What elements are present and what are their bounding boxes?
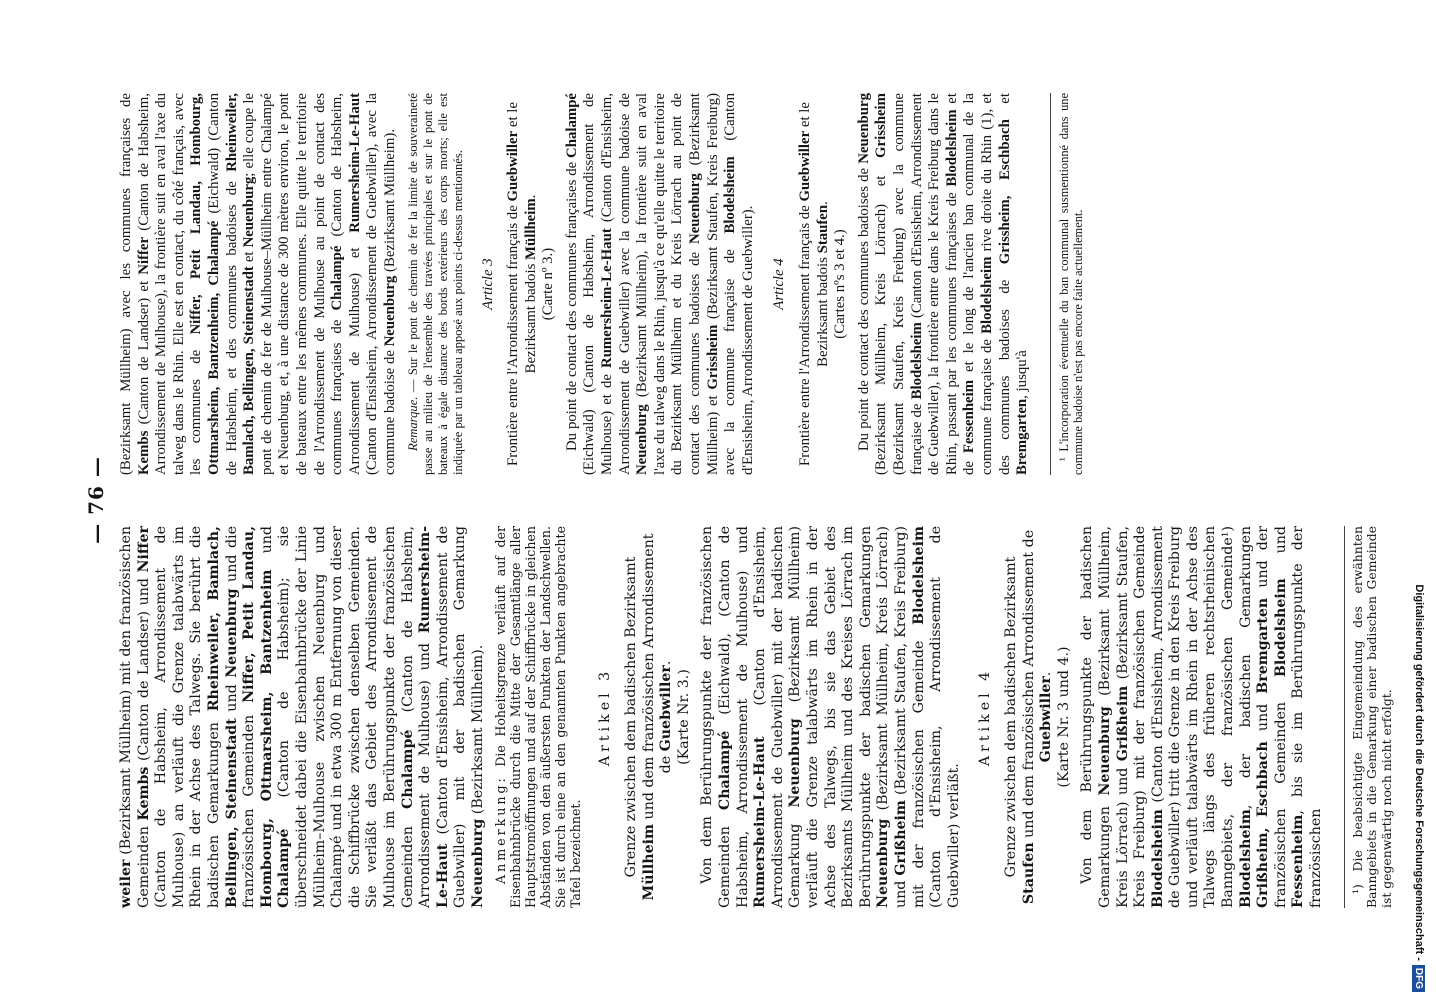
dfg-credit bbox=[1402, 8, 1436, 992]
place-name: Neuenburg bbox=[223, 588, 240, 678]
text: (Bezirksamt Müllheim) verläuft die Grenze talabwärts im Rhein in der Achse des Talwegs, bis sie das Gebiet des Bezirksamts Müllheim und des Kreises Lörrach im Berührungspunkte der badischen Gemarkungen bbox=[787, 526, 874, 908]
text: ; elle coupe le pont de chemin de fer de Mulhouse–Müllheim entre Chalampé et Neuenburg, et, à une distance de 300 mètres environ, le pont de bateaux entre les mêmes communes. Elle quitte le territoire de l'Arrondissement de Mulhouse au point de contact des communes françaises de bbox=[241, 93, 346, 475]
place-name: Rumersheim-Le-Haut bbox=[417, 526, 451, 908]
place-name: Chalampé bbox=[276, 828, 293, 908]
text: Von dem Berührungspunkte der badischen Gemarkungen bbox=[1079, 526, 1113, 908]
text: — Sur le pont de chemin de fer la limite de souveraineté passe au milieu de l'ensemble des travées principales et sur le pont de bateaux à égale distance des bords extérieurs des corps morts; elle est indiquée par un tableau apposé aux points ci-dessus mentionnés. bbox=[405, 93, 465, 475]
text: (Eichwald) (Canton de Habsheim, Arrondissement de Mulhouse) et de bbox=[581, 93, 616, 475]
place-name: Grißheim bbox=[892, 800, 909, 876]
text: (Bezirksamt Staufen, Kreis Freiburg) avec la commune française de bbox=[704, 93, 739, 475]
dfg-credit-text-wrap bbox=[1402, 8, 1436, 992]
french-text-column bbox=[118, 93, 1298, 475]
text: und der französischen Gemeinden bbox=[1255, 526, 1289, 908]
text: und bbox=[258, 526, 275, 570]
place-name: Neuenburg bbox=[381, 275, 398, 347]
german-article-3-body bbox=[699, 526, 963, 908]
place-name: Müllheim bbox=[522, 198, 539, 260]
place-name: Grißheim, Eschbach bbox=[1255, 741, 1272, 908]
text: (Canton d'Ensisheim, Arrondissement de Guebwiller) tritt die Grenze in den Kreis Freiburg und verläuft talabwärts im Rhein in der Achse des Talwegs längs des früheren rechtsrheinischen Banngebiets, der französischen Gemeinde¹) bbox=[1149, 526, 1237, 908]
text: und die französischen Gemeinden bbox=[223, 526, 258, 908]
text: Frontière entre l'Arrondissement français de bbox=[797, 201, 813, 466]
place-name: Kembs bbox=[135, 766, 152, 821]
text: (Bezirksamt Müllheim) avec les communes françaises de bbox=[118, 93, 134, 475]
german-paragraph-art2-end bbox=[118, 526, 487, 908]
place-name: Blodelsheim bbox=[908, 322, 925, 400]
text: (Canton d'Ensisheim, Arrondissement de Guebwiller) mit der badischen Gemarkung bbox=[434, 526, 469, 908]
place-name: Neuenburg bbox=[1096, 706, 1113, 796]
page-number: — 76 — bbox=[84, 456, 108, 544]
place-name: Neuenburg bbox=[855, 93, 872, 164]
french-article-4-body bbox=[856, 93, 1032, 475]
text: et bbox=[996, 93, 1013, 120]
text: et le Bezirksamt badois bbox=[797, 102, 831, 367]
place-name: Niffer bbox=[135, 236, 152, 275]
text: . bbox=[658, 660, 675, 666]
place-name: Kembs bbox=[135, 430, 152, 475]
place-name: Staufen bbox=[1020, 842, 1037, 905]
place-name: Grissheim bbox=[704, 324, 721, 390]
text: (Eichwald), (Canton de Habsheim, Arrondissement de Mulhouse) und bbox=[717, 526, 751, 908]
place-name: Fessenheim bbox=[961, 379, 978, 454]
text: (Canton de Landser) und bbox=[135, 572, 152, 767]
place-name: Blodelsheim bbox=[943, 109, 960, 187]
place-name: Neuenburg bbox=[634, 404, 651, 475]
place-name: weiler bbox=[118, 859, 134, 908]
text: Grenze zwischen dem badischen Bezirksamt bbox=[1002, 556, 1019, 878]
text: (Bezirksamt Müllheim, Kreis Lörrach) und bbox=[875, 526, 909, 908]
text: Du point de contact des communes françaises de bbox=[563, 157, 580, 451]
text: , der badischen Gemarkungen bbox=[1237, 526, 1254, 810]
text: und bbox=[1272, 526, 1289, 579]
text: und dem französischen Arrondissement de bbox=[640, 533, 675, 824]
text: Von dem Berührungspunkte der französischen Gemeinden bbox=[699, 526, 734, 908]
place-name: Müllheim bbox=[640, 823, 657, 901]
text: und dem französischen Arrondissement de bbox=[1020, 529, 1037, 843]
french-footnote: ¹ L'incorporation éventuelle du ban communal susmentionné dans une commune badoise n'est pas encore faite actuellement. bbox=[1050, 93, 1086, 475]
place-name: Blodelsheim bbox=[978, 256, 995, 334]
french-article-3-heading: Article 3 bbox=[479, 258, 496, 310]
place-name: Rheinweiler, Bamlach, Bellingen, Steinenstadt bbox=[205, 526, 240, 908]
place-name: Guebwiller bbox=[658, 665, 675, 752]
text: Du point de contact des communes badoises de bbox=[855, 163, 872, 451]
text: (Bezirksamt Müllheim). bbox=[381, 128, 398, 276]
text: (Bezirksamt Müllheim). bbox=[469, 644, 486, 819]
place-name: Niffer, Petit Landau, Hombourg, Ottmarsheim, Bantzenheim bbox=[241, 525, 275, 908]
text: (Canton d'Ensisheim, Arrondissement de Guebwiller). bbox=[722, 93, 756, 475]
dfg-credit-text: Digitalisierung gefördert durch die Deutsche Forschungsgemeinschaft - bbox=[1413, 584, 1425, 961]
place-name: Guebwiller bbox=[1038, 676, 1055, 763]
text: (Canton de Habsheim, Arrondissement de Mulhouse) an verläuft die Grenze talabwärts im Rhein in der Achse des Talwegs. Sie berührt die badischen Gemarkungen bbox=[153, 526, 222, 908]
place-name: Chalampé bbox=[563, 93, 580, 158]
german-footnote: ¹) Die beabsichtigte Eingemeindung des erwähnten Banngebiets in die Gemarkung einer badischen Gemeinde ist gegenwärtig noch nicht erfolgt. bbox=[1344, 526, 1395, 908]
place-name: Grissheim bbox=[873, 93, 890, 158]
place-name: Rumersheim-Le-Haut bbox=[599, 228, 616, 368]
german-article-4-title bbox=[1003, 526, 1056, 908]
french-article-4-map-ref: (Cartes nºs 3 et 4.) bbox=[832, 229, 849, 339]
text: (Canton d'Ensisheim, Arrondissement de Guebwiller) avec la commune badoise de bbox=[599, 92, 633, 475]
text: (Bezirksamt Müllheim) et bbox=[687, 93, 721, 475]
place-name: Blodelsheim bbox=[1237, 809, 1254, 908]
text: (Bezirksamt Müllheim, Kreis Lörrach) et bbox=[873, 157, 890, 475]
place-name: Bremgarten bbox=[1255, 597, 1272, 694]
remark-label: Anmerkung: bbox=[493, 775, 509, 884]
french-remark bbox=[406, 93, 466, 475]
french-article-3-body bbox=[564, 93, 758, 475]
german-remark bbox=[493, 526, 583, 908]
place-name: Fessenheim bbox=[1290, 814, 1307, 908]
german-article-3-map-ref: (Karte Nr. 3.) bbox=[675, 669, 692, 765]
place-name: Guebwiller bbox=[797, 130, 813, 202]
french-article-3-title bbox=[505, 93, 540, 475]
text: und bbox=[223, 677, 240, 719]
text: (Eichwald) (Canton de Habsheim, et des communes badoises de bbox=[205, 93, 240, 475]
text: et de bbox=[943, 93, 978, 475]
text: (Canton d'Ensisheim, Arrondissement de Guebwiller), avec la commune badoise de bbox=[364, 93, 398, 475]
text: . bbox=[814, 201, 831, 205]
place-name: Niffer bbox=[135, 526, 152, 573]
remark-label: Remarque. bbox=[405, 396, 420, 451]
french-article-4-title bbox=[797, 93, 832, 475]
place-name: Blodelsheim bbox=[722, 156, 739, 234]
place-name: Bremgarten bbox=[1014, 398, 1031, 475]
place-name: Chalampé bbox=[329, 245, 346, 311]
place-name: Grißheim bbox=[1114, 685, 1131, 762]
text: (Canton de Habsheim, Arrondissement de Mulhouse) et bbox=[329, 93, 363, 475]
place-name: Blodelsheim bbox=[1149, 809, 1166, 908]
german-article-4-heading: Artikel 4 bbox=[977, 667, 994, 767]
text: rive droite du Rhin (1), et des communes badoises de bbox=[978, 93, 1013, 475]
place-name: Grissheim, Eschbach bbox=[996, 119, 1013, 265]
text: und bbox=[1255, 693, 1272, 742]
text: (Bezirksamt Müllheim) mit den französischen Gemeinden bbox=[118, 526, 152, 908]
text: (Canton de Habsheim, Arrondissement de Mulhouse), la frontière suit en aval l'axe du talweg dans le Rhin. Elle est en contact, du côté français, avec les communes de bbox=[135, 93, 205, 475]
text: (Canton de Habsheim, Arrondissement de Mulhouse) und bbox=[399, 526, 434, 908]
place-name: Guebwiller bbox=[505, 130, 522, 202]
text: . bbox=[522, 194, 539, 199]
text: , bis sie im Berührungspunkte der französischen bbox=[1290, 526, 1325, 908]
text: (Canton de Landser) et bbox=[135, 274, 152, 431]
place-name: Rumersheim-Le-Haut bbox=[752, 736, 769, 908]
place-name: Neuenburg bbox=[875, 818, 892, 908]
text: (Bezirksamt Staufen, Kreis Freiburg) mit der französischen Gemeinde bbox=[1114, 526, 1149, 908]
page-header bbox=[0, 0, 108, 1000]
text: (Bezirksamt Müllheim), la frontière suit en aval l'axe du talweg dans le Rhin, jusqu'à ce qu'elle quitte le territoire du Bezirksamt Müllheim et du Kreis Lörrach au point de contact des communes badoises de bbox=[634, 93, 704, 475]
place-name: Neuenburg bbox=[787, 718, 804, 808]
place-name: Blodelsheim bbox=[910, 526, 927, 625]
place-name: Staufen bbox=[814, 204, 831, 254]
text: et le long de l'ancien ban communal de la commune française de bbox=[961, 93, 995, 475]
french-article-3-map-ref: (Carte nº 3.) bbox=[540, 247, 557, 321]
text: Grenze zwischen dem badischen Bezirksamt bbox=[623, 556, 640, 878]
dfg-logo: DFG bbox=[1412, 965, 1425, 992]
french-paragraph-art2-end bbox=[118, 93, 400, 475]
german-article-3-title bbox=[623, 526, 676, 908]
text: (Canton d'Ensisheim, Arrondissement de Guebwiller) mit der badischen Gemarkung bbox=[752, 526, 804, 908]
text: (Bezirksamt Staufen, Kreis Freiburg) avec la commune française de bbox=[890, 93, 925, 475]
text: Frontière entre l'Arrondissement français de bbox=[505, 201, 522, 466]
german-article-3-heading: Artikel 3 bbox=[597, 667, 614, 767]
place-name: Chalampé bbox=[399, 729, 416, 809]
place-name: Neuenburg bbox=[469, 818, 486, 908]
french-article-4-heading: Article 4 bbox=[771, 258, 788, 310]
text: et le Bezirksamt badois bbox=[505, 102, 539, 374]
german-article-4-body bbox=[1079, 526, 1325, 908]
place-name: Chalampé bbox=[717, 730, 734, 811]
place-name: Rumersheim-Le-Haut bbox=[346, 93, 363, 233]
text: (Bezirksamt Müllheim, Kreis Lörrach) und bbox=[1096, 525, 1131, 908]
place-name: Blodelsheim bbox=[1272, 578, 1289, 678]
place-name: Rheinweiler, Bamlach, Bellingen, Steinenstadt bbox=[223, 93, 258, 475]
text: (Bezirksamt Staufen, Kreis Freiburg) mit der französischen Gemeinde bbox=[892, 526, 927, 908]
german-article-4-map-ref: (Karte Nr. 3 und 4.) bbox=[1055, 646, 1072, 788]
text: et bbox=[241, 247, 258, 267]
place-name: Niffer, Petit Landau, Hombourg, Ottmarsheim, Bantzenheim, Chalampé bbox=[188, 93, 222, 475]
german-text-column bbox=[118, 525, 1394, 908]
text: (Canton d'Ensisheim, Arrondissement de Guebwiller) verläßt. bbox=[928, 526, 962, 908]
text: (Canton d'Ensisheim, Arrondissement de Guebwiller), la frontière entre dans le Kreis Freiburg dans le Rhin, passant par les communes françaises de bbox=[908, 93, 960, 475]
text: . bbox=[1038, 671, 1055, 677]
text: Die Hoheitsgrenze verläuft auf der Eisenbahnbrücke durch die Mitte der Gesamtlänge aller Hauptstromöffnungen und auf der Schiffbrücke in gleichen Abständen von den äußersten Punkten der Landschwellen. Sie ist durch eine an den genannten Punkten angebrachte Tafel bezeichnet. bbox=[493, 526, 584, 908]
place-name: Neuenburg bbox=[241, 176, 258, 248]
text: (Canton de Habsheim); sie überschneidet dabei die Eisenbahnbrücke der Linie Müllheim–Mulhouse zwischen Neuenburg und Chalampé und in etwa 300 m Entfernung von dieser die Schiffbrücke zwischen denselben Gemeinden. Sie verläßt das Gebiet des Arrondissement de Mulhouse im Berührungspunkte der französischen Gemeinden bbox=[276, 526, 416, 908]
text: , jusqu'à bbox=[1014, 350, 1031, 399]
place-name: Neuenburg bbox=[687, 173, 704, 244]
